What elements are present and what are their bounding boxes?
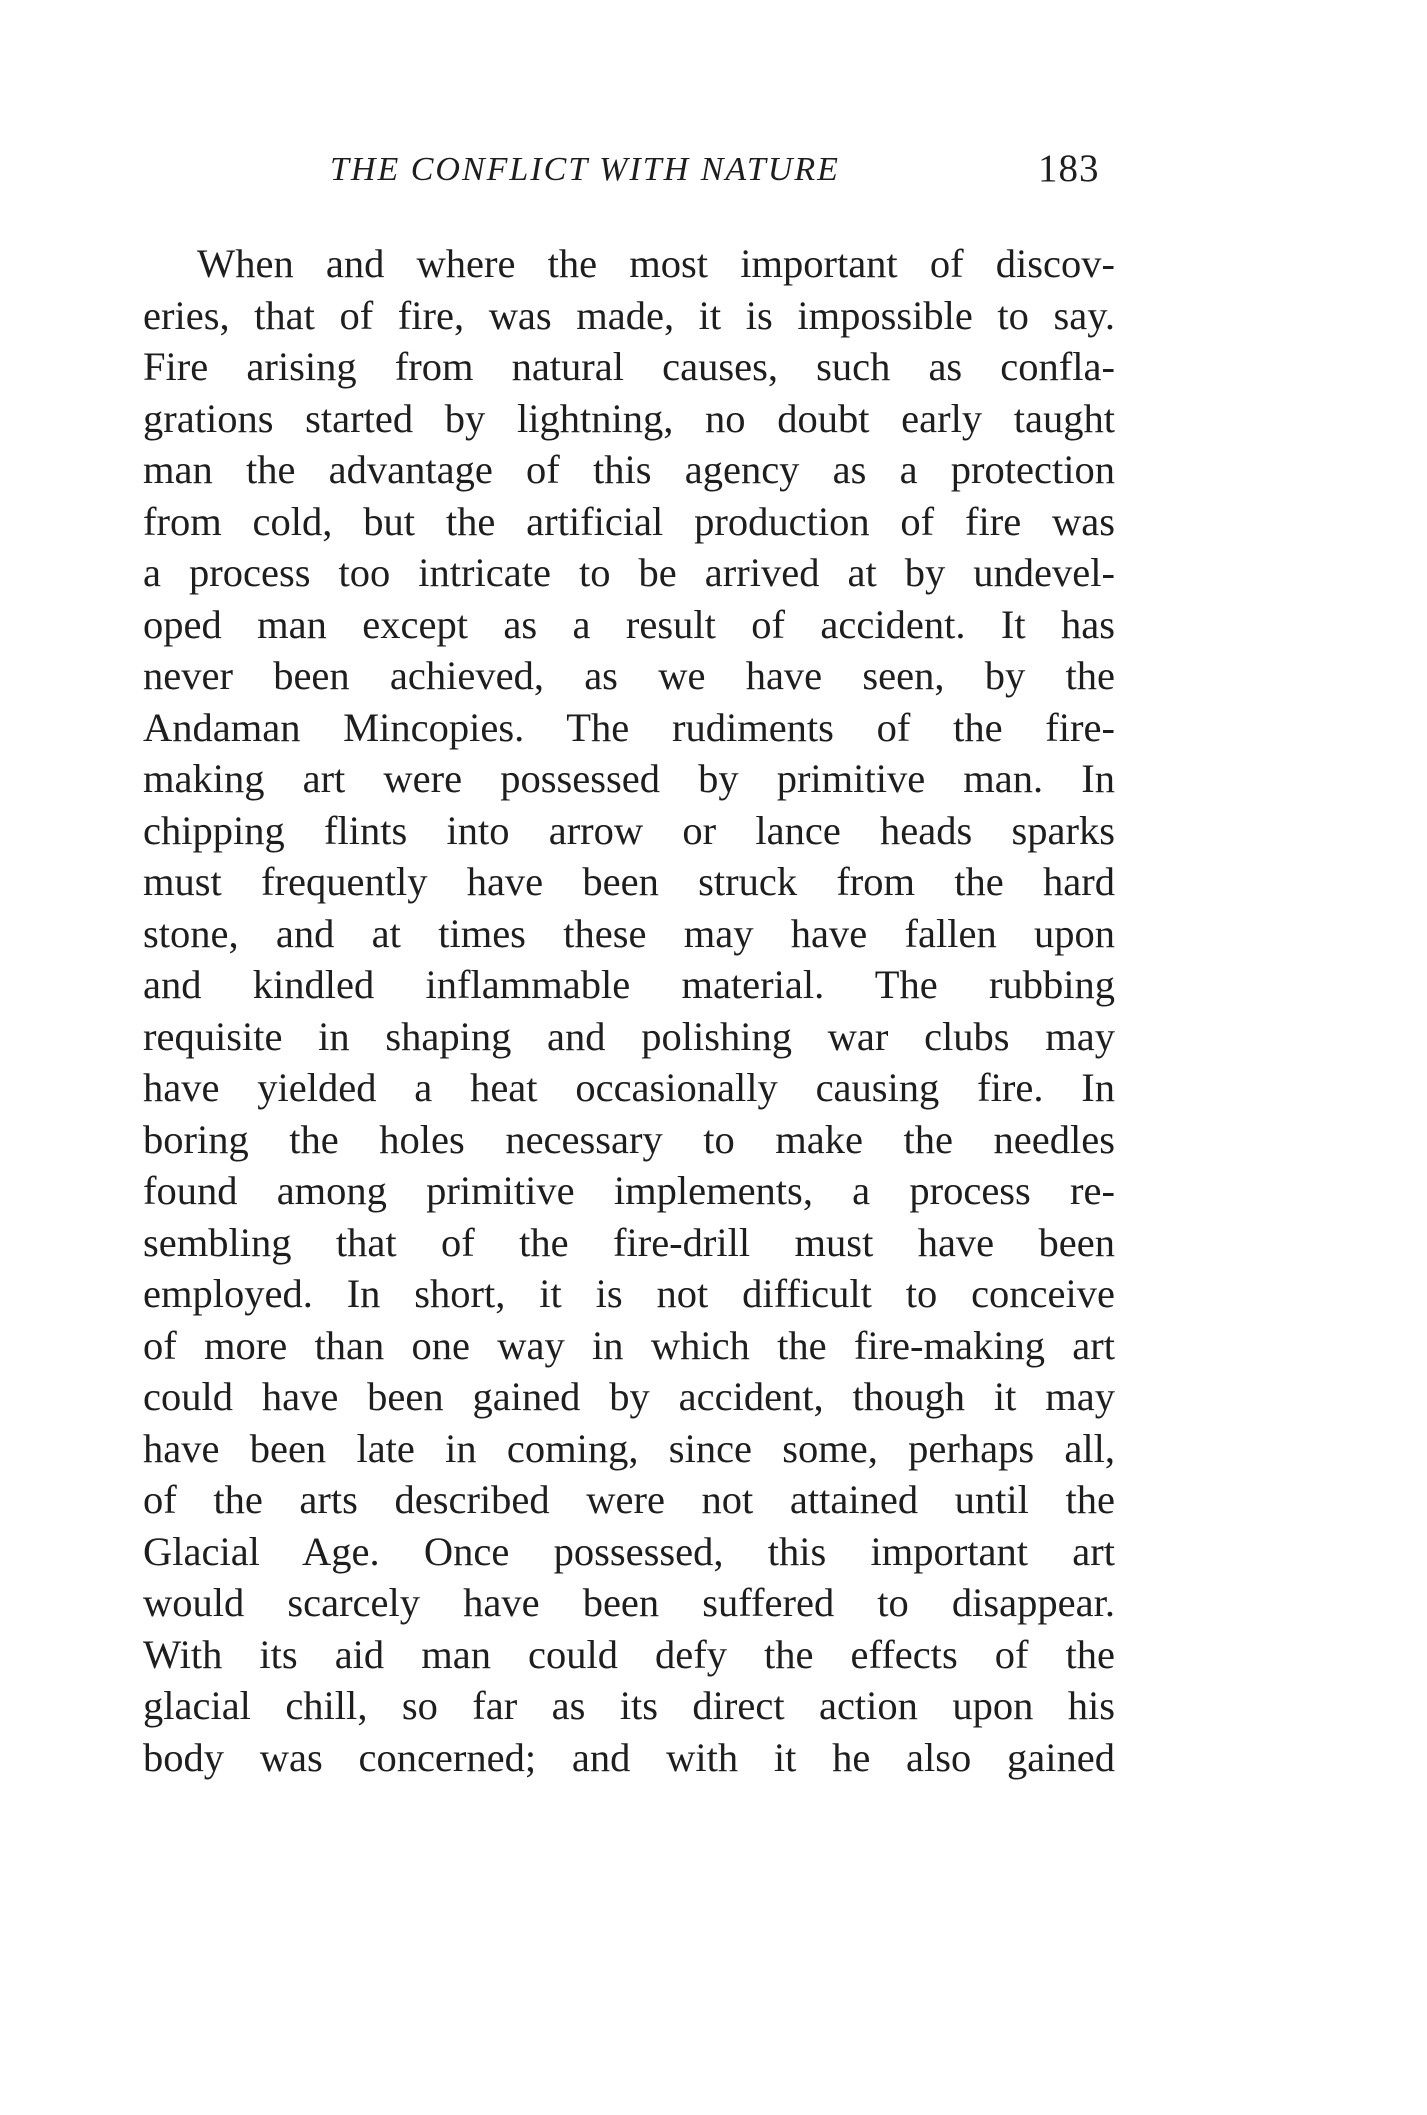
text-line: Andaman Mincopies. The rudiments of the fire- <box>143 704 1115 750</box>
text-line: glacial chill, so far as its direct action upon his <box>143 1683 1115 1728</box>
text-line: of the arts described were not attained until the <box>143 1477 1115 1522</box>
text-line: Glacial Age. Once possessed, this important art <box>143 1528 1115 1574</box>
text-line: eries, that of fire, was made, it is impossible to say. <box>143 292 1115 338</box>
running-head: THE CONFLICT WITH NATURE <box>330 151 840 188</box>
text-line: employed. In short, it is not difficult to conceive <box>143 1271 1115 1316</box>
text-line: When and where the most important of discov- <box>197 241 1115 286</box>
text-line: oped man except as a result of accident. It has <box>143 601 1115 647</box>
text-line: Fire arising from natural causes, such as confla- <box>143 344 1115 389</box>
text-line: sembling that of the fire-drill must have been <box>143 1219 1115 1265</box>
text-line: have been late in coming, since some, perhaps all, <box>143 1425 1115 1471</box>
text-line: making art were possessed by primitive man. In <box>143 756 1115 801</box>
page-number: 183 <box>1038 147 1100 190</box>
text-line: have yielded a heat occasionally causing fire. In <box>143 1065 1115 1110</box>
text-line: body was concerned; and with it he also gained <box>143 1734 1115 1780</box>
body-paragraph <box>143 238 1115 1783</box>
text-line: grations started by lightning, no doubt early taught <box>143 395 1115 441</box>
text-line: requisite in shaping and polishing war clubs may <box>143 1013 1115 1059</box>
text-line: never been achieved, as we have seen, by the <box>143 653 1115 698</box>
text-line: could have been gained by accident, though it may <box>143 1374 1115 1419</box>
text-line: boring the holes necessary to make the needles <box>143 1116 1115 1162</box>
text-line: from cold, but the artificial production of fire was <box>143 498 1115 544</box>
text-line: of more than one way in which the fire-making art <box>143 1322 1115 1368</box>
text-line: found among primitive implements, a process re- <box>143 1168 1115 1213</box>
text-line: a process too intricate to be arrived at by undevel- <box>143 550 1115 595</box>
text-line: must frequently have been struck from the hard <box>143 859 1115 904</box>
text-line: stone, and at times these may have fallen upon <box>143 910 1115 956</box>
text-line: chipping flints into arrow or lance heads sparks <box>143 807 1115 853</box>
text-line: would scarcely have been suffered to disappear. <box>143 1580 1115 1625</box>
text-line: With its aid man could defy the effects of the <box>143 1631 1115 1677</box>
text-line: and kindled inflammable material. The rubbing <box>143 962 1115 1007</box>
text-line: man the advantage of this agency as a protection <box>143 447 1115 492</box>
